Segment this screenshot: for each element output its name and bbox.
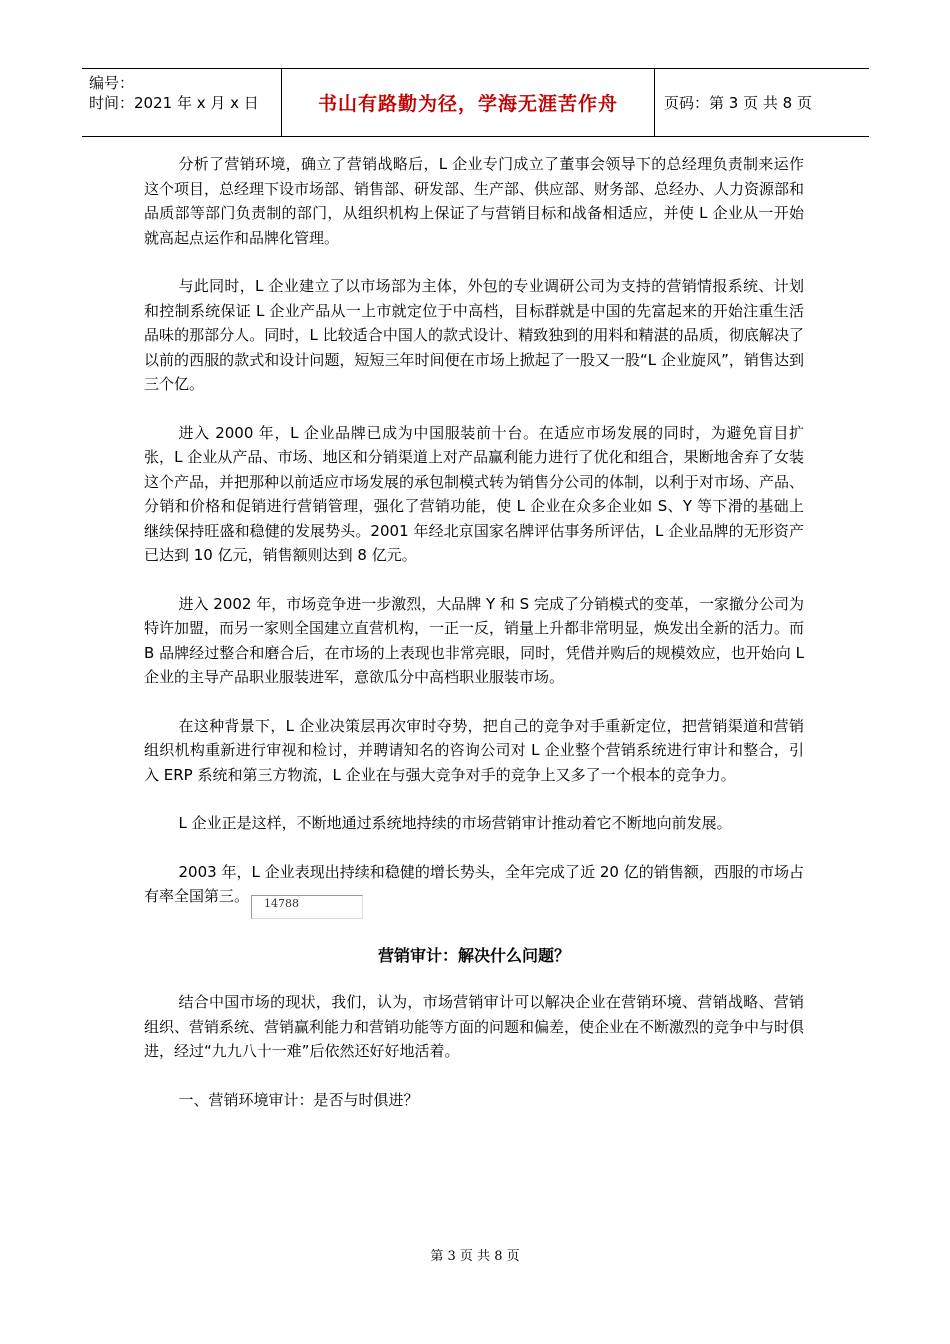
paragraph: 进入 2002 年，市场竞争进一步激烈，大品牌 Y 和 S 完成了分销模式的变革，一家撤分公司为特许加盟，而另一家则全国建立直营机构，一正一反，销量上升都非常明显，焕发出全新的活力。而 B 品牌经过整合和磨合后，在市场的上表现也非常亮眼，同时，凭借并购后的规模效应，也开始向 L 企业的主导产品职业服装进军，意欲瓜分中高档职业服装市场。 [144, 594, 805, 686]
header-motto: 书山有路勤为径，学海无涯苦作舟 [282, 69, 655, 136]
inline-number-box: 14788 [251, 895, 363, 919]
document-body [144, 152, 804, 1136]
section-title: 营销审计：解决什么问题？ [377, 946, 570, 965]
paragraph: 进入 2000 年，L 企业品牌已成为中国服装前十台。在适应市场发展的同时，为避免盲目扩张，L 企业从产品、市场、地区和分销渠道上对产品赢利能力进行了优化和组合，果断地舍弃了女装这个产品，并把那种以前适应市场发展的承包制模式转为销售分公司的体制，以利于对市场、产品、分销和价格和促销进行营销管理，强化了营销功能，使 L 企业在众多企业如 S、Y 等下滑的基础上继续保持旺盛和稳健的发展势头。2001 年经北京国家名牌评估事务所评估，L 企业品牌的无形资产已达到 10 亿元，销售额则达到 8 亿元。 [144, 423, 805, 564]
paragraph-2003 [144, 860, 804, 920]
page-header [82, 68, 869, 137]
paragraph: 在这种背景下，L 企业决策层再次审时夺势，把自己的竞争对手重新定位，把营销渠道和营销组织机构重新进行审视和检讨，并聘请知名的咨询公司对 L 企业整个营销系统进行审计和整合，引入 ERP 系统和第三方物流，L 企业在与强大竞争对手的竞争上又多了一个根本的竞争力。 [144, 716, 804, 784]
header-meta [82, 69, 282, 136]
page-footer: 第 3 页 共 8 页 [430, 1249, 520, 1264]
section-paragraph: 结合中国市场的现状，我们，认为，市场营销审计可以解决企业在营销环境、营销战略、营销组织、营销系统、营销赢利能力和营销功能等方面的问题和偏差，使企业在不断激烈的竞争中与时俱进，经过“九九八十一难”后依然还好好地活着。 [144, 993, 805, 1060]
paragraph: 与此同时，L 企业建立了以市场部为主体，外包的专业调研公司为支持的营销情报系统、计划和控制系统保证 L 企业产品从一上市就定位于中高档，目标群就是中国的先富起来的开始注重生活品味的那部分人。同时，L 比较适合中国人的款式设计、精致独到的用料和精湛的品质，彻底解决了以前的西服的款式和设计问题，短短三年时间便在市场上掀起了一股又一股“L 企业旋风”，销售达到三个亿。 [144, 277, 804, 393]
header-page-label: 页码：第 3 页 共 8 页 [664, 94, 812, 112]
paragraph: L 企业正是这样，不断地通过系统地持续的市场营销审计推动着它不断地向前发展。 [178, 814, 732, 832]
time-label: 时间：2021 年 x 月 x 日 [89, 94, 259, 112]
subsection-heading: 一、营销环境审计：是否与时俱进？ [178, 1090, 419, 1109]
paragraph-2003-text: 2003 年，L 企业表现出持续和稳健的增长势头，全年完成了近 20 亿的销售额，西服的市场占有率全国第三。 [144, 862, 804, 905]
number-label: 编号： [89, 74, 135, 92]
paragraph: 分析了营销环境，确立了营销战略后，L 企业专门成立了董事会领导下的总经理负责制来运作这个项目，总经理下设市场部、销售部、研发部、生产部、供应部、财务部、总经办、人力资源部和品质部等部门负责制的部门，从组织机构上保证了与营销目标和战备相适应，并使 L 企业从一开始就高起点运作和品牌化管理。 [144, 155, 805, 247]
